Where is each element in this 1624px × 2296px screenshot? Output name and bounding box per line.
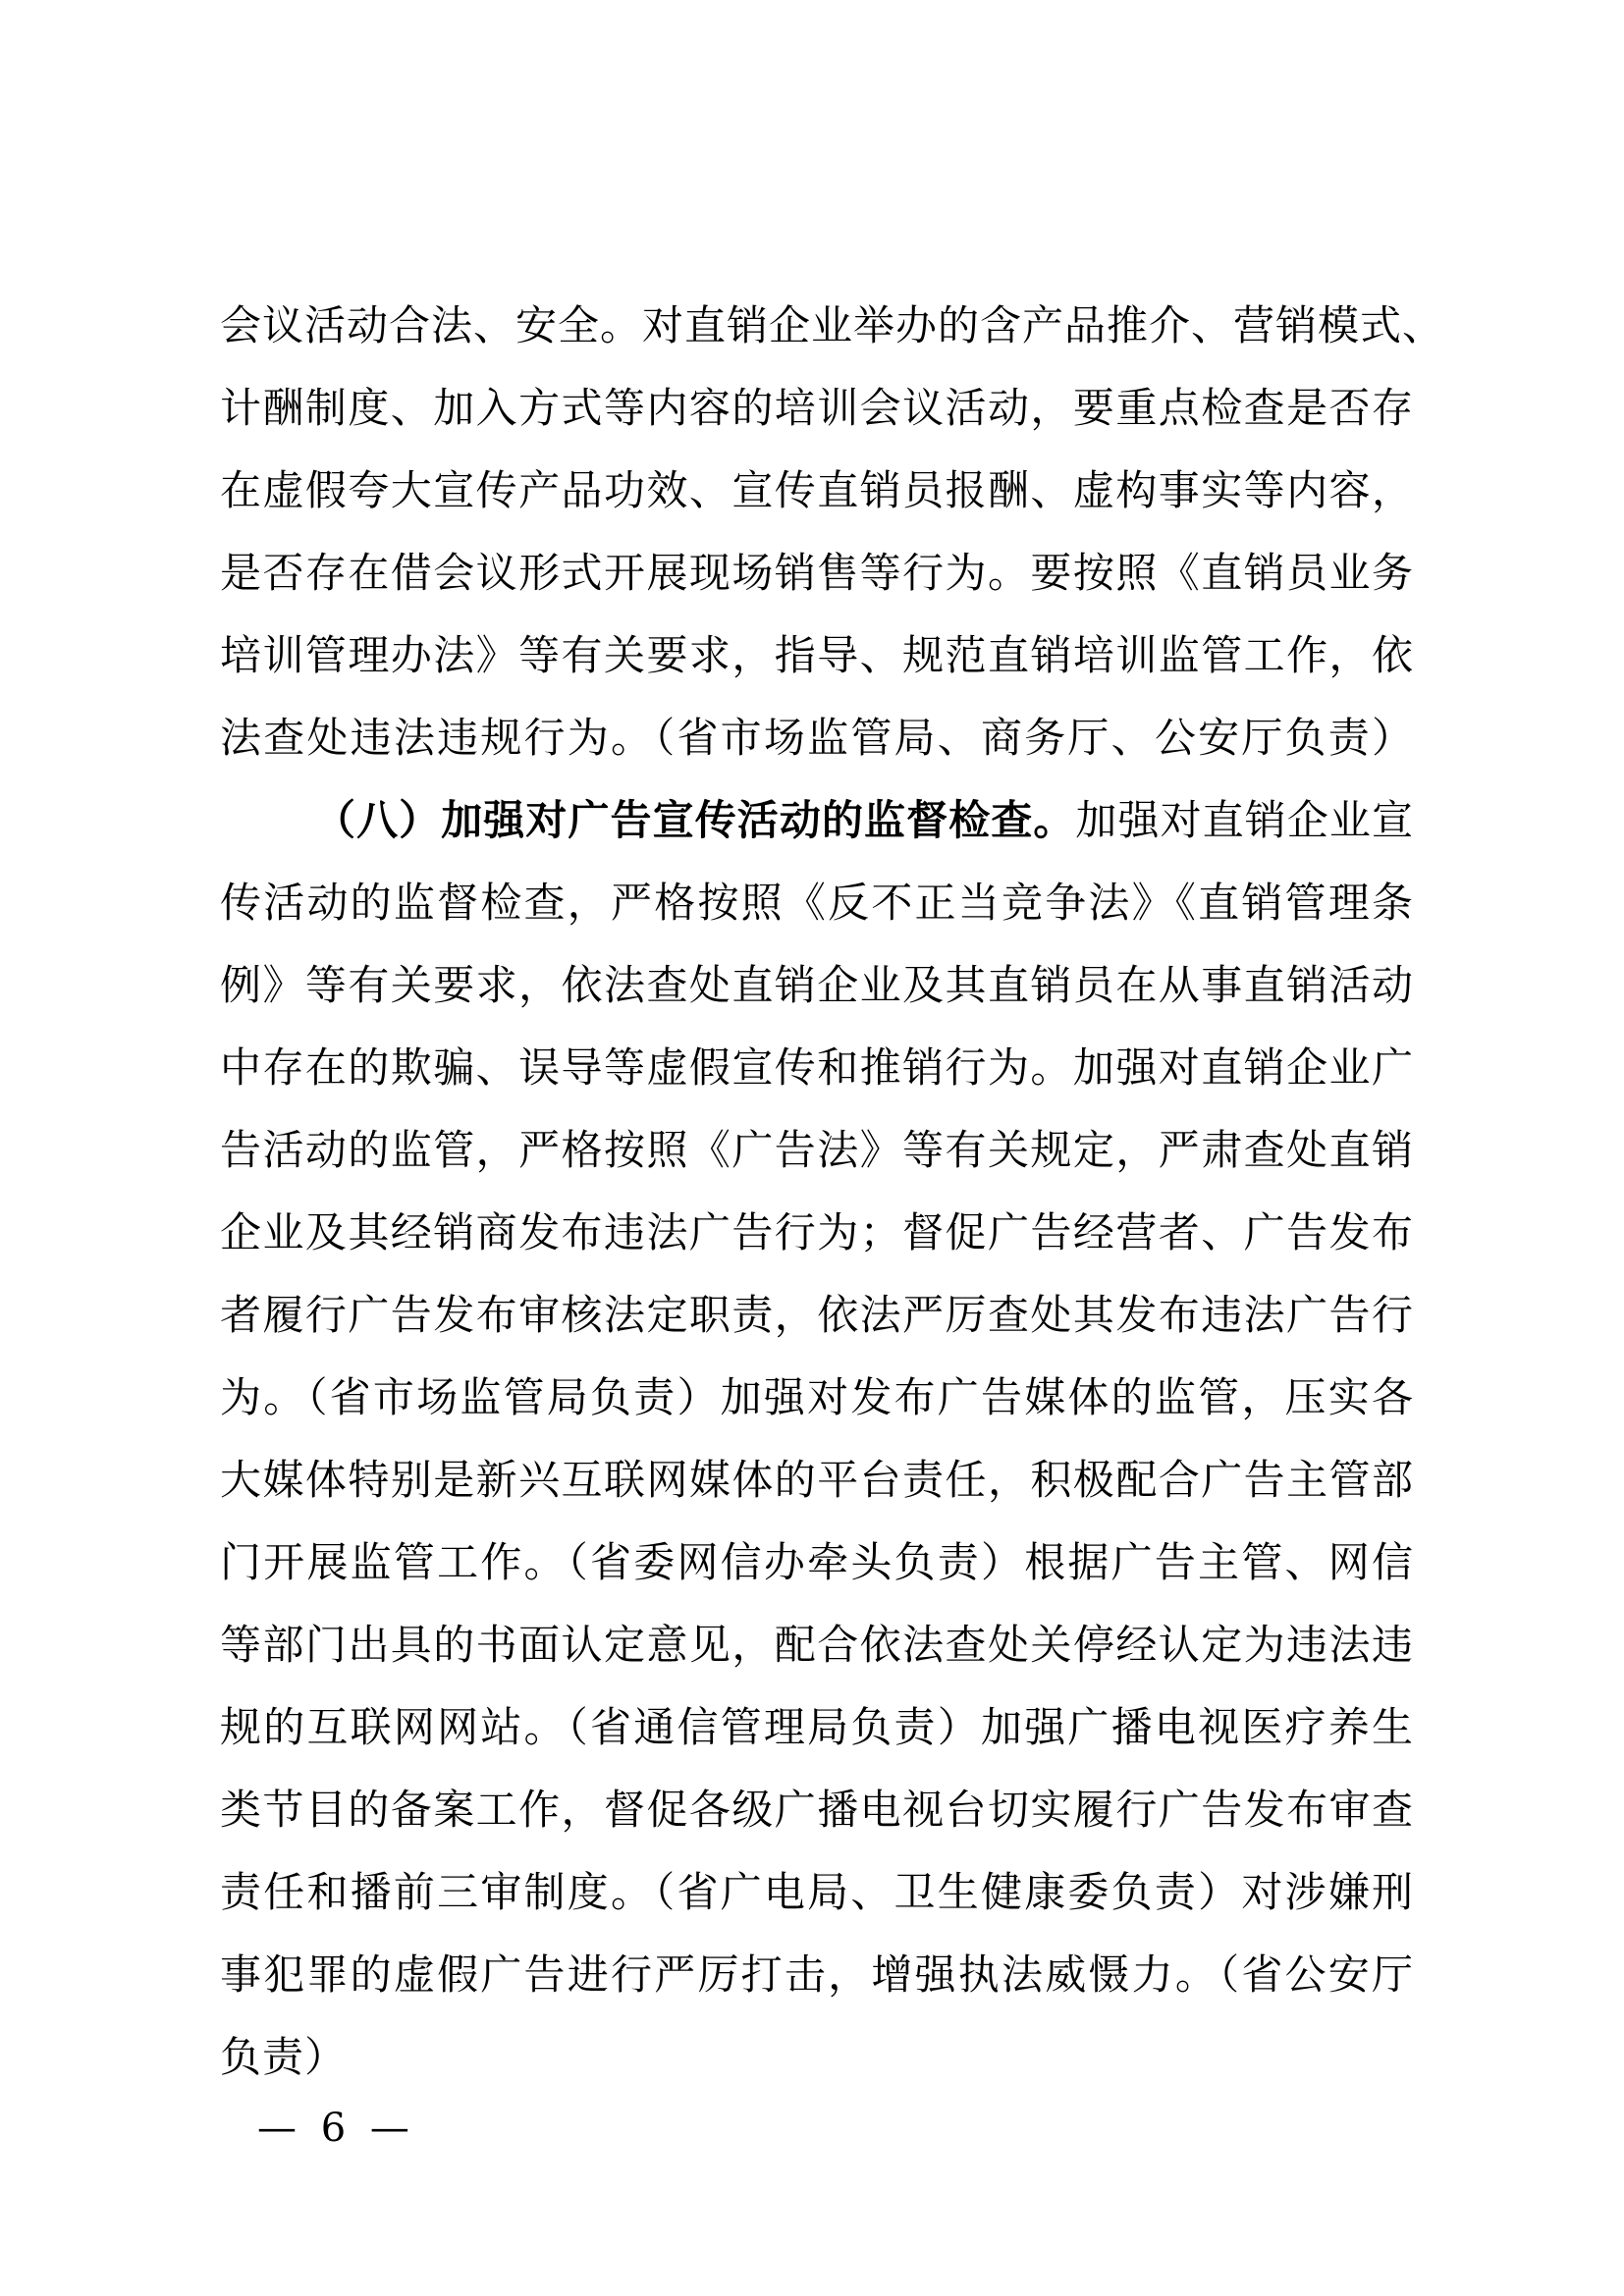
page-number: — 6 — [257,2106,415,2151]
text-line: 企业及其经销商发布违法广告行为；督促广告经营者、广告发布 [220,1208,1414,1256]
text-line: 负责） [220,2033,348,2081]
text-line: 门开展监管工作。（省委网信办牵头负责）根据广告主管、网信 [220,1538,1414,1586]
text-line: 者履行广告发布审核法定职责，依法严厉查处其发布违法广告行 [220,1291,1414,1339]
text-line: 为。（省市场监管局负责）加强对发布广告媒体的监管，压实各 [220,1373,1414,1421]
section-8-first-line [220,779,1414,862]
text-line: 中存在的欺骗、误导等虚假宣传和推销行为。加强对直销企业广 [220,1043,1414,1092]
text-line: 告活动的监管，严格按照《广告法》等有关规定，严肃查处直销 [220,1126,1414,1174]
text-line: 大媒体特别是新兴互联网媒体的平台责任，积极配合广告主管部 [220,1456,1414,1504]
body-text [220,285,1445,2099]
text-line: 在虚假夸大宣传产品功效、宣传直销员报酬、虚构事实等内容， [220,466,1414,514]
text-line: 类节目的备案工作，督促各级广播电视台切实履行广告发布审查 [220,1786,1414,1834]
text-line: 责任和播前三审制度。（省广电局、卫生健康委负责）对涉嫌刑 [220,1868,1414,1916]
section-8-first-line-rest: 加强对直销企业宣 [1075,796,1414,844]
text-line: 培训管理办法》等有关要求，指导、规范直销培训监管工作，依 [220,631,1414,679]
text-line: 会议活动合法、安全。对直销企业举办的含产品推介、营销模式、 [220,301,1445,349]
section-8-heading: （八）加强对广告宣传活动的监督检查。 [314,796,1076,844]
text-line: 事犯罪的虚假广告进行严厉打击，增强执法威慑力。（省公安厅 [220,1950,1414,1999]
text-line: 是否存在借会议形式开展现场销售等行为。要按照《直销员业务 [220,549,1414,597]
text-line: 规的互联网网站。（省通信管理局负责）加强广播电视医疗养生 [220,1703,1414,1751]
text-line: 传活动的监督检查，严格按照《反不正当竞争法》《直销管理条 [220,879,1414,927]
text-line: 计酬制度、加入方式等内容的培训会议活动，要重点检查是否存 [220,384,1414,432]
text-line: 法查处违法违规行为。（省市场监管局、商务厅、公安厅负责） [220,714,1414,762]
text-line: 等部门出具的书面认定意见，配合依法查处关停经认定为违法违 [220,1621,1414,1669]
text-line: 例》等有关要求，依法查处直销企业及其直销员在从事直销活动 [220,961,1414,1009]
